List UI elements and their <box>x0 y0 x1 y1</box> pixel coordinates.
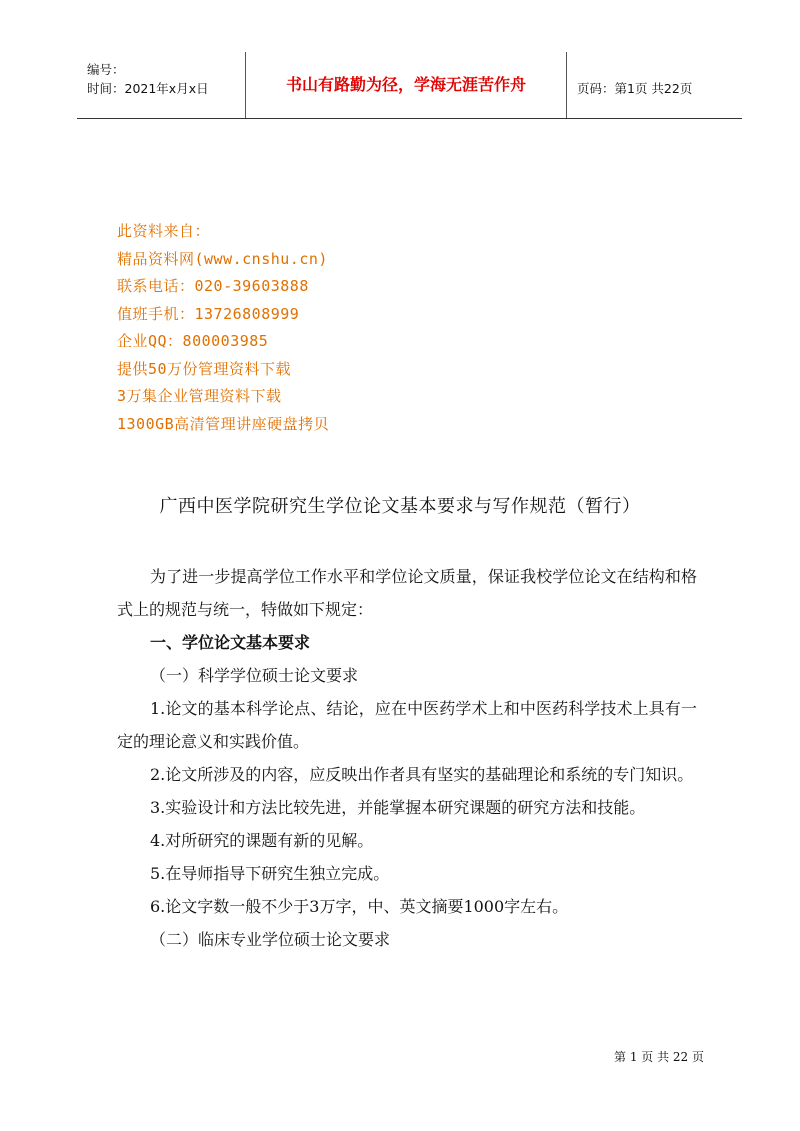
header-page-cell <box>567 52 742 118</box>
requirement-item: 4.对所研究的课题有新的见解。 <box>150 831 374 850</box>
section-heading: 一、学位论文基本要求 <box>150 633 311 652</box>
advert-line: 企业QQ：800003985 <box>117 332 269 350</box>
advert-line: 此资料来自： <box>117 222 211 240</box>
advert-line: 精品资料网(www.cnshu.cn) <box>117 249 328 268</box>
requirement-item: 3.实验设计和方法比较先进，并能掌握本研究课题的研究方法和技能。 <box>150 798 646 817</box>
advert-line: 1300GB高清管理讲座硬盘拷贝 <box>117 414 330 433</box>
advert-line: 提供50万份管理资料下载 <box>117 359 292 378</box>
document-title: 广西中医学院研究生学位论文基本要求与写作规范（暂行） <box>159 496 641 517</box>
motto-text: 书山有路勤为径，学海无涯苦作舟 <box>285 74 526 94</box>
requirement-item: 6.论文字数一般不少于3万字，中、英文摘要1000字左右。 <box>150 897 569 916</box>
requirement-item: 5.在导师指导下研究生独立完成。 <box>150 864 390 883</box>
subsection-heading: （一）科学学位硕士论文要求 <box>150 666 359 685</box>
subsection-heading: （二）临床专业学位硕士论文要求 <box>150 930 391 949</box>
number-label: 编号： <box>87 62 125 77</box>
requirement-item: 1.论文的基本科学论点、结论，应在中医药学术上和中医药科学技术上具有一定的理论意义和实践价值。 <box>117 699 697 751</box>
time-label: 时间：2021年x月x日 <box>87 81 209 96</box>
header-motto-cell <box>246 52 567 118</box>
advert-block <box>117 218 329 438</box>
advert-line: 联系电话：020-39603888 <box>117 277 309 295</box>
page-header <box>77 52 742 119</box>
intro-paragraph: 为了进一步提高学位工作水平和学位论文质量，保证我校学位论文在结构和格式上的规范与统一，特做如下规定： <box>117 567 697 619</box>
requirement-item: 2.论文所涉及的内容，应反映出作者具有坚实的基础理论和系统的专门知识。 <box>150 765 694 784</box>
header-meta-cell <box>77 52 246 118</box>
page-info: 页码：第1页 共22页 <box>577 81 693 96</box>
advert-line: 3万集企业管理资料下载 <box>117 387 282 405</box>
advert-line: 值班手机：13726808999 <box>117 304 300 323</box>
document-body <box>117 560 697 956</box>
page-footer: 第 1 页 共 22 页 <box>614 1050 704 1064</box>
